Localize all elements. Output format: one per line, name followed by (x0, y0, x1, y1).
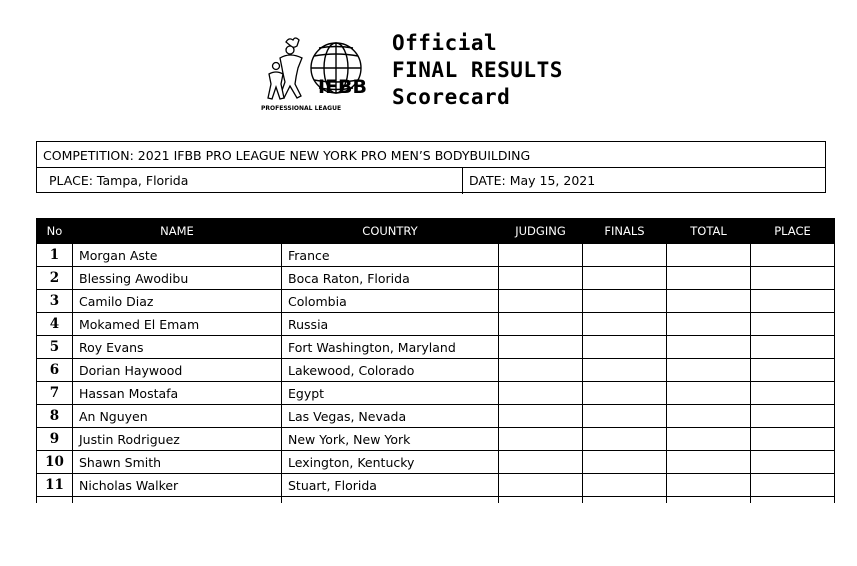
competitor-number: 7 (37, 382, 73, 405)
judging-score-cell (499, 290, 583, 313)
competitor-number: 10 (37, 451, 73, 474)
finals-score-cell (583, 313, 667, 336)
finals-score-cell (583, 244, 667, 267)
empty-cell (667, 497, 751, 504)
scorecard-title (392, 30, 563, 111)
title-line-2: FINAL RESULTS (392, 58, 563, 82)
competition-date: DATE: May 15, 2021 (469, 173, 596, 188)
table-row (37, 313, 835, 336)
place-cell (751, 405, 835, 428)
competitor-number: 9 (37, 428, 73, 451)
finals-score-cell (583, 451, 667, 474)
ifbb-logo (256, 30, 386, 120)
competitor-country: Stuart, Florida (282, 474, 499, 497)
place-date-row (37, 168, 825, 194)
finals-score-cell (583, 290, 667, 313)
place-cell (751, 336, 835, 359)
competitor-name: Dorian Haywood (73, 359, 282, 382)
total-score-cell (667, 244, 751, 267)
total-score-cell (667, 336, 751, 359)
place-cell (751, 290, 835, 313)
column-header-country: COUNTRY (282, 219, 499, 244)
place-cell (751, 474, 835, 497)
table-row (37, 290, 835, 313)
place-cell (751, 382, 835, 405)
competitor-name: Nicholas Walker (73, 474, 282, 497)
column-header-name: NAME (73, 219, 282, 244)
competitor-name: Mokamed El Emam (73, 313, 282, 336)
competitor-country: Boca Raton, Florida (282, 267, 499, 290)
finals-score-cell (583, 428, 667, 451)
competitor-name: Shawn Smith (73, 451, 282, 474)
competitor-country: Russia (282, 313, 499, 336)
competitor-number: 4 (37, 313, 73, 336)
competition-place: PLACE: Tampa, Florida (37, 168, 463, 194)
column-header-judging: JUDGING (499, 219, 583, 244)
competitor-country: Colombia (282, 290, 499, 313)
total-score-cell (667, 451, 751, 474)
competitor-number: 8 (37, 405, 73, 428)
table-row (37, 405, 835, 428)
competitor-number: 3 (37, 290, 73, 313)
competitor-country: Egypt (282, 382, 499, 405)
table-row (37, 428, 835, 451)
column-header-no: No (37, 219, 73, 244)
place-cell (751, 359, 835, 382)
finals-score-cell (583, 336, 667, 359)
judging-score-cell (499, 244, 583, 267)
empty-cell (499, 497, 583, 504)
competitor-number: 5 (37, 336, 73, 359)
finals-score-cell (583, 267, 667, 290)
total-score-cell (667, 474, 751, 497)
total-score-cell (667, 290, 751, 313)
total-score-cell (667, 267, 751, 290)
place-cell (751, 313, 835, 336)
judging-score-cell (499, 382, 583, 405)
competitor-country: France (282, 244, 499, 267)
judging-score-cell (499, 405, 583, 428)
competitor-name: Hassan Mostafa (73, 382, 282, 405)
table-row-partial (37, 497, 835, 504)
total-score-cell (667, 359, 751, 382)
judging-score-cell (499, 359, 583, 382)
judging-score-cell (499, 428, 583, 451)
competitor-name: Camilo Diaz (73, 290, 282, 313)
competitor-country: New York, New York (282, 428, 499, 451)
place-cell (751, 244, 835, 267)
judging-score-cell (499, 267, 583, 290)
competition-info-box (36, 141, 826, 193)
competitor-name: Justin Rodriguez (73, 428, 282, 451)
place-cell (751, 267, 835, 290)
empty-cell (583, 497, 667, 504)
competitor-name: Roy Evans (73, 336, 282, 359)
judging-score-cell (499, 336, 583, 359)
judging-score-cell (499, 451, 583, 474)
total-score-cell (667, 405, 751, 428)
competitor-country: Las Vegas, Nevada (282, 405, 499, 428)
table-row (37, 244, 835, 267)
empty-cell (282, 497, 499, 504)
scorecard-header (256, 30, 616, 120)
column-header-total: TOTAL (667, 219, 751, 244)
competitor-country: Lakewood, Colorado (282, 359, 499, 382)
logo-ifbb-text: IFBB (318, 76, 368, 98)
competitor-number: 6 (37, 359, 73, 382)
total-score-cell (667, 313, 751, 336)
finals-score-cell (583, 405, 667, 428)
competitor-number: 1 (37, 244, 73, 267)
competitor-name: Blessing Awodibu (73, 267, 282, 290)
table-row (37, 336, 835, 359)
competitor-country: Lexington, Kentucky (282, 451, 499, 474)
competitor-number: 11 (37, 474, 73, 497)
table-row (37, 474, 835, 497)
column-header-place: PLACE (751, 219, 835, 244)
total-score-cell (667, 428, 751, 451)
finals-score-cell (583, 382, 667, 405)
finals-score-cell (583, 359, 667, 382)
finals-score-cell (583, 474, 667, 497)
empty-cell (73, 497, 282, 504)
judging-score-cell (499, 313, 583, 336)
title-line-3: Scorecard (392, 85, 511, 109)
place-cell (751, 428, 835, 451)
judging-score-cell (499, 474, 583, 497)
place-cell (751, 451, 835, 474)
results-table-body (37, 244, 835, 504)
competitor-country: Fort Washington, Maryland (282, 336, 499, 359)
competitor-name: An Nguyen (73, 405, 282, 428)
logo-league-text: PROFESSIONAL LEAGUE (261, 105, 342, 112)
total-score-cell (667, 382, 751, 405)
results-table (36, 218, 835, 503)
empty-cell (37, 497, 73, 504)
table-row (37, 267, 835, 290)
empty-cell (751, 497, 835, 504)
competition-name: COMPETITION: 2021 IFBB PRO LEAGUE NEW YORK PRO MEN’S BODYBUILDING (37, 142, 825, 168)
column-header-finals: FINALS (583, 219, 667, 244)
table-row (37, 451, 835, 474)
table-row (37, 359, 835, 382)
title-line-1: Official (392, 31, 498, 55)
table-row (37, 382, 835, 405)
competitor-number: 2 (37, 267, 73, 290)
table-header-row (37, 219, 835, 244)
competitor-name: Morgan Aste (73, 244, 282, 267)
